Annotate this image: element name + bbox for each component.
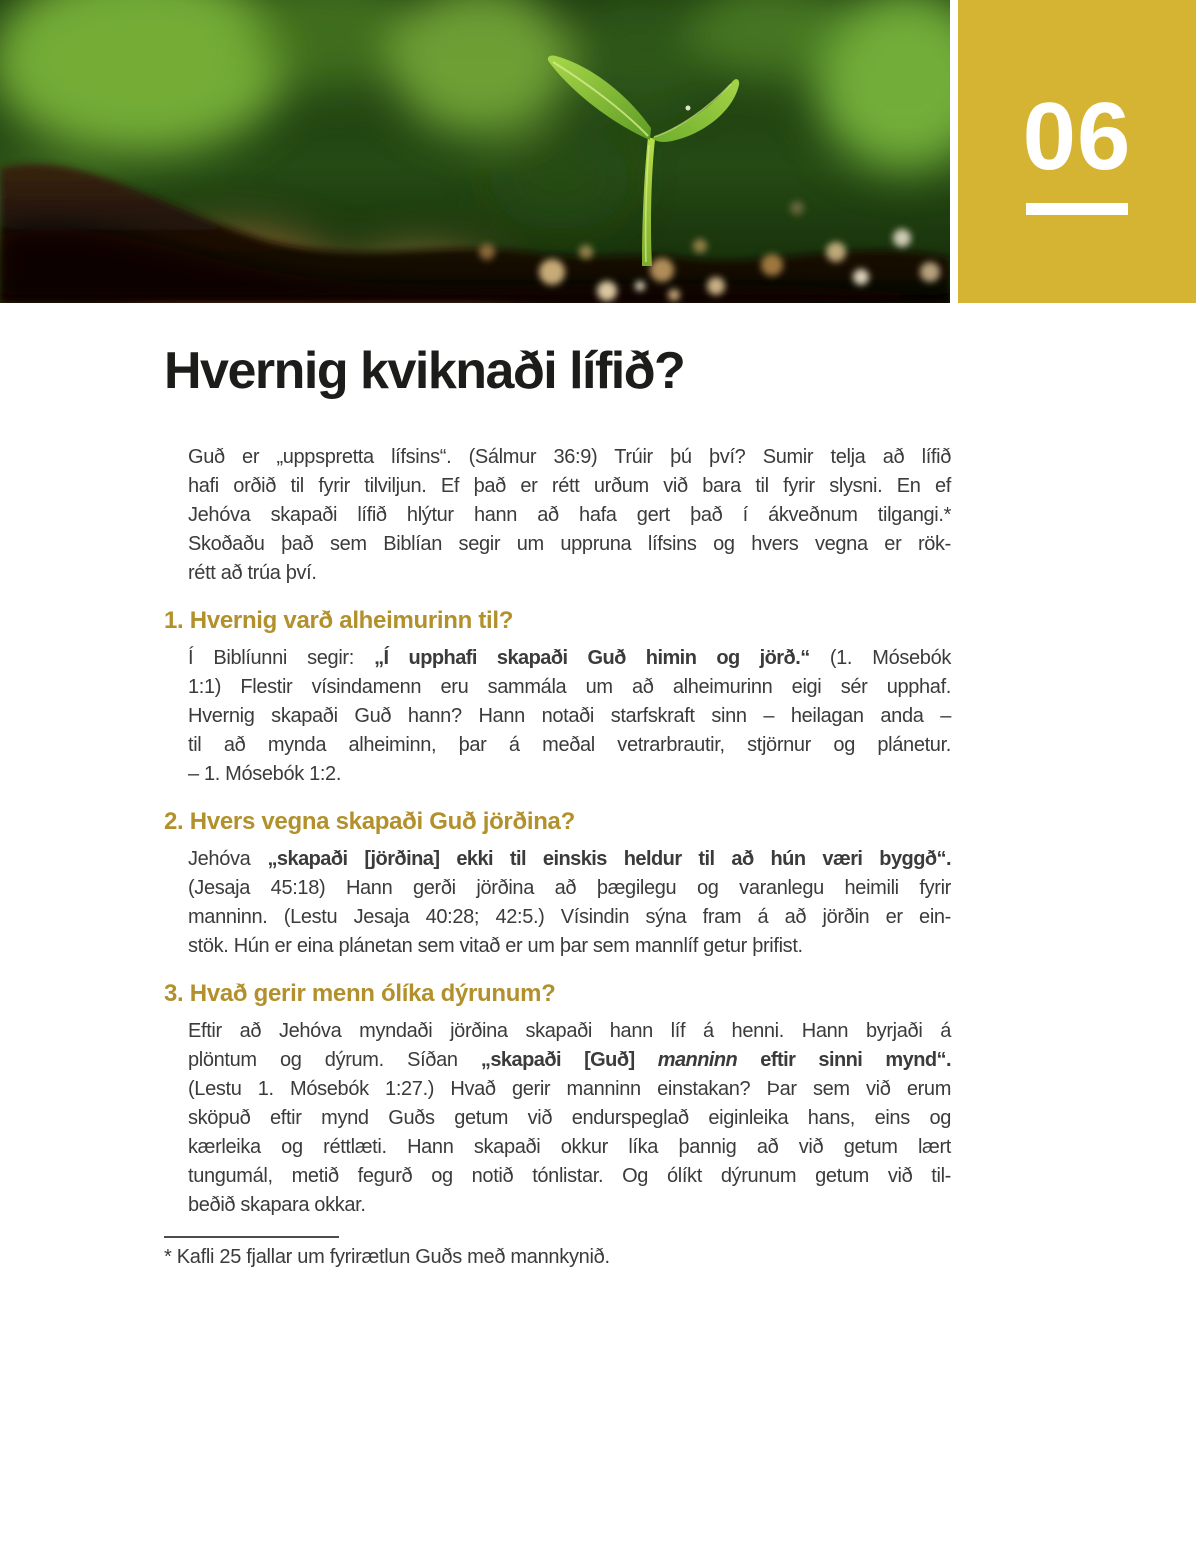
- seedling-photo: [0, 0, 950, 303]
- page-title: Hvernig kviknaði lífið?: [164, 342, 685, 400]
- text-segment: (Jesaja 45:18) Hann gerði jörðina að þægilegu og varanlegu heimili fyrir: [188, 877, 951, 899]
- footnote-divider: [164, 1236, 339, 1238]
- text-segment: – 1. Mósebók 1:2.: [188, 763, 342, 785]
- text-line: [188, 673, 951, 702]
- question-heading-1: 1. Hvernig varð alheimurinn til?: [164, 607, 514, 634]
- text-segment: Skoðaðu það sem Biblían segir um uppruna lífsins og hvers vegna er rök-: [188, 533, 951, 555]
- text-segment: (Lestu 1. Mósebók 1:27.) Hvað gerir manninn einstakan? Þar sem við erum: [188, 1078, 951, 1100]
- text-line: [188, 702, 951, 731]
- text-segment: tungumál, metið fegurð og notið tónlistar. Og ólíkt dýrunum getum við til-: [188, 1165, 951, 1187]
- text-segment: Í Biblíunni segir:: [188, 647, 375, 669]
- text-segment: kærleika og réttlæti. Hann skapaði okkur líka þannig að við getum lært: [188, 1136, 951, 1158]
- question-heading-2: 2. Hvers vegna skapaði Guð jörðina?: [164, 808, 575, 835]
- chapter-badge: [958, 0, 1196, 303]
- text-segment: stök. Hún er eina plánetan sem vitað er um þar sem mannlíf getur þrifist.: [188, 935, 803, 957]
- chapter-number: 06: [1022, 82, 1132, 190]
- text-line: [188, 845, 951, 874]
- text-line: [188, 1046, 951, 1075]
- question-heading-3: 3. Hvað gerir menn ólíka dýrunum?: [164, 980, 556, 1007]
- question-paragraph-2: [188, 845, 951, 961]
- text-segment: „Í upphafi skapaði Guð himin og jörð.“: [374, 647, 810, 669]
- footnote: [164, 1236, 954, 1270]
- text-line: [188, 644, 951, 673]
- text-segment: til að mynda alheiminn, þar á meðal vetrarbrautir, stjörnur og plánetur.: [188, 734, 951, 756]
- text-segment: Guð er „uppspretta lífsins“. (Sálmur 36:9) Trúir þú því? Sumir telja að lífið: [188, 446, 951, 468]
- text-line: [188, 932, 951, 961]
- text-segment: 1:1) Flestir vísindamenn eru sammála um að alheimurinn eigi sér upphaf.: [188, 676, 951, 698]
- text-segment: (1. Mósebók: [809, 647, 952, 669]
- text-line: [188, 1104, 951, 1133]
- text-segment: manninn. (Lestu Jesaja 40:28; 42:5.) Vísindin sýna fram á að jörðin er ein-: [188, 906, 951, 928]
- text-line: [188, 1133, 951, 1162]
- text-line: [188, 1191, 951, 1220]
- text-line: [188, 760, 951, 789]
- text-line: [188, 472, 951, 501]
- text-line: [188, 731, 951, 760]
- text-line: [188, 1075, 951, 1104]
- text-segment: Jehóva skapaði lífið hlýtur hann að hafa gert það í ákveðnum tilgangi.*: [188, 504, 951, 526]
- chapter-underline: [1026, 203, 1128, 215]
- question-paragraph-1: [188, 644, 951, 789]
- page-header: [0, 0, 1200, 303]
- intro-paragraph: [188, 443, 951, 588]
- text-segment: „skapaði [Guð]: [480, 1049, 658, 1071]
- text-line: [188, 559, 951, 588]
- footnote-text: * Kafli 25 fjallar um fyrirætlun Guðs með mannkynið.: [164, 1246, 610, 1268]
- text-segment: Jehóva: [188, 848, 268, 870]
- text-segment: Eftir að Jehóva myndaði jörðina skapaði hann líf á henni. Hann byrjaði á: [188, 1020, 951, 1042]
- text-segment: eftir sinni mynd“.: [737, 1049, 951, 1071]
- article-body: [0, 343, 954, 1270]
- text-segment: rétt að trúa því.: [188, 562, 317, 584]
- text-line: [188, 903, 951, 932]
- text-line: [188, 1162, 951, 1191]
- text-line: [188, 874, 951, 903]
- text-line: [188, 530, 951, 559]
- text-segment: sköpuð eftir mynd Guðs getum við endurspeglað eiginleika hans, eins og: [188, 1107, 951, 1129]
- text-line: [188, 501, 951, 530]
- text-segment: „skapaði [jörðina] ekki til einskis heldur til að hún væri byggð“.: [267, 848, 951, 870]
- text-segment: manninn: [657, 1049, 738, 1071]
- text-segment: hafi orðið til fyrir tilviljun. Ef það er rétt urðum við bara til fyrir slysni. En ef: [188, 475, 951, 497]
- text-line: [188, 443, 951, 472]
- text-line: [188, 1017, 951, 1046]
- question-paragraph-3: [188, 1017, 951, 1220]
- text-segment: beðið skapara okkar.: [188, 1194, 366, 1216]
- text-segment: plöntum og dýrum. Síðan: [188, 1049, 481, 1071]
- text-segment: Hvernig skapaði Guð hann? Hann notaði starfskraft sinn – heilagan anda –: [188, 705, 951, 727]
- question-sections: [164, 606, 954, 1220]
